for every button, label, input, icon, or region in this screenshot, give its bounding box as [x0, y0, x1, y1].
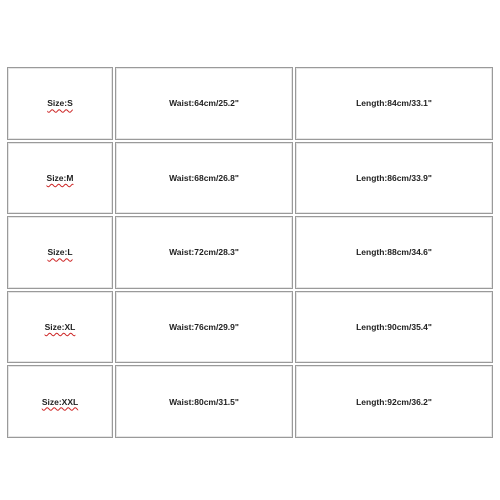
size-label: Size:XXL: [41, 396, 79, 407]
waist-cell: [115, 365, 293, 438]
length-cell: [295, 216, 493, 289]
waist-value: Waist:76cm/29.9": [169, 322, 239, 333]
length-value: Length:88cm/34.6": [356, 247, 432, 258]
waist-cell: [115, 216, 293, 289]
length-value: Length:84cm/33.1": [356, 98, 432, 109]
size-cell: [7, 216, 113, 289]
size-label: Size:XL: [44, 322, 76, 333]
size-cell: [7, 291, 113, 364]
length-value: Length:86cm/33.9": [356, 172, 432, 183]
size-label: Size:M: [46, 172, 74, 183]
size-cell: [7, 142, 113, 215]
waist-value: Waist:64cm/25.2": [169, 98, 239, 109]
length-value: Length:92cm/36.2": [356, 396, 432, 407]
length-value: Length:90cm/35.4": [356, 322, 432, 333]
size-cell: [7, 365, 113, 438]
waist-cell: [115, 142, 293, 215]
size-chart-table: [6, 66, 494, 439]
length-cell: [295, 67, 493, 140]
length-cell: [295, 365, 493, 438]
waist-value: Waist:72cm/28.3": [169, 247, 239, 258]
size-label: Size:S: [47, 98, 73, 109]
waist-cell: [115, 291, 293, 364]
length-cell: [295, 291, 493, 364]
size-cell: [7, 67, 113, 140]
waist-value: Waist:68cm/26.8": [169, 172, 239, 183]
waist-cell: [115, 67, 293, 140]
waist-value: Waist:80cm/31.5": [169, 396, 239, 407]
size-label: Size:L: [47, 247, 73, 258]
length-cell: [295, 142, 493, 215]
